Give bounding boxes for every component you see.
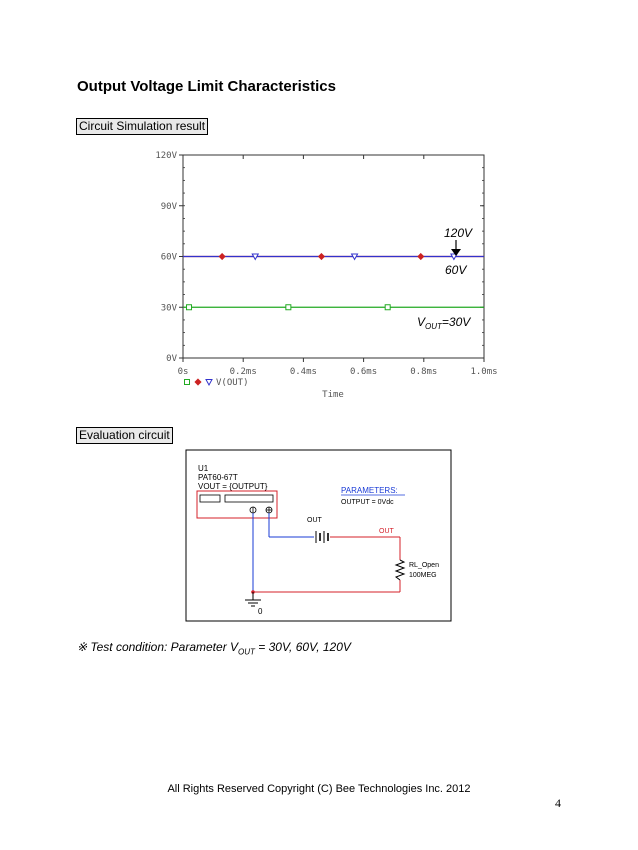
- battery-label: OUT: [307, 517, 322, 524]
- test-condition-note: ※ Test condition: Parameter $V_{OUT} = 30V$, 60V, 120V: [77, 640, 351, 657]
- annotation-120v: 120V: [444, 226, 473, 240]
- copyright-footer: All Rights Reserved Copyright (C) Bee Technologies Inc. 2012: [167, 783, 471, 795]
- x-tick-label: 0.4ms: [289, 367, 317, 377]
- y-tick-label: 120V: [155, 151, 177, 161]
- y-tick-label: 90V: [160, 201, 177, 212]
- x-tick-label: 0.8ms: [410, 367, 438, 377]
- page-title: Output Voltage Limit Characteristics: [77, 78, 336, 95]
- y-tick-label: 60V: [160, 252, 177, 263]
- section-label-circuit: Evaluation circuit: [76, 427, 173, 444]
- ground-label: 0: [258, 607, 263, 616]
- x-tick-label: 0.6ms: [350, 367, 378, 377]
- y-tick-label: 30V: [160, 303, 177, 314]
- annotation-60v: 60V: [445, 263, 467, 277]
- load-name: RL_Open: [409, 562, 439, 569]
- x-axis-label: Time: [322, 390, 344, 400]
- params-value: OUTPUT = 0Vdc: [341, 499, 394, 506]
- load-value: 100MEG: [409, 572, 437, 579]
- x-tick-label: 0s: [177, 367, 189, 377]
- x-tick-label: 0.2ms: [229, 367, 257, 377]
- legend-label: V(OUT): [216, 378, 249, 388]
- u1-ref: U1: [198, 464, 209, 473]
- page-number: 4: [555, 796, 561, 810]
- u1-part: PAT60-67T: [198, 473, 238, 482]
- section-label-simulation: Circuit Simulation result: [76, 118, 208, 135]
- net-label-out: OUT: [379, 528, 394, 535]
- y-tick-label: 0V: [166, 354, 177, 364]
- params-title: PARAMETERS:: [341, 486, 398, 495]
- x-tick-label: 1.0ms: [470, 367, 498, 377]
- annotation-30v: $V_{OUT}=30V$: [417, 315, 471, 331]
- u1-component: [197, 491, 277, 518]
- u1-param: VOUT = {OUTPUT}: [198, 482, 268, 491]
